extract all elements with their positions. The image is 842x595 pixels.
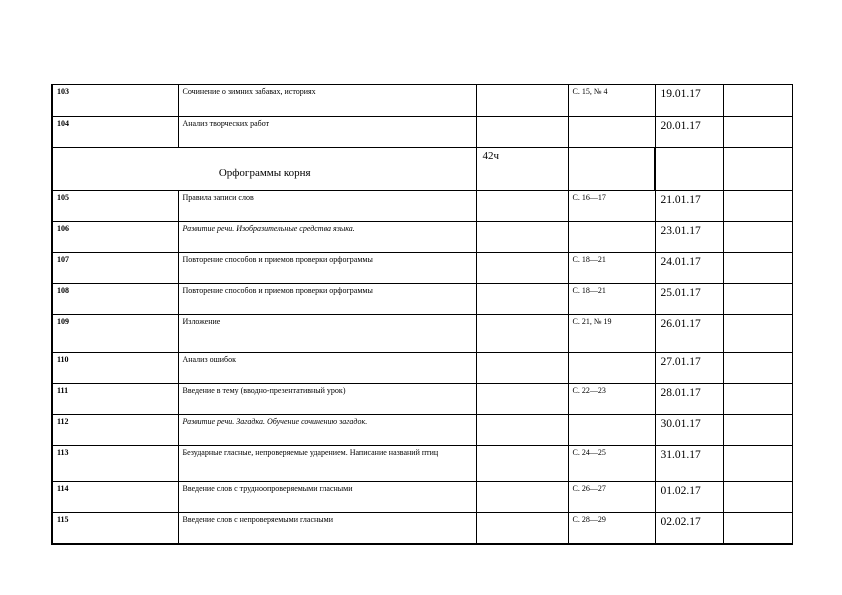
lesson-date: 21.01.17 (655, 191, 723, 222)
textbook-reference: С. 18—21 (568, 284, 655, 315)
table-row (52, 117, 792, 148)
textbook-reference (568, 222, 655, 253)
correction-cell (723, 315, 792, 353)
lesson-number: 103 (52, 85, 178, 117)
table-row (52, 353, 792, 384)
correction-cell (723, 513, 792, 544)
lesson-number: 109 (52, 315, 178, 353)
lesson-topic: Повторение способов и приемов проверки орфограммы (178, 284, 476, 315)
textbook-reference: С. 22—23 (568, 384, 655, 415)
lesson-topic: Сочинение о зимних забавах, историях (178, 85, 476, 117)
lesson-number: 105 (52, 191, 178, 222)
lesson-date: 20.01.17 (655, 117, 723, 148)
lesson-topic: Безударные гласные, непроверяемые ударением. Написание названий птиц (178, 446, 476, 482)
rows-before-section (52, 85, 792, 148)
lesson-date: 19.01.17 (655, 85, 723, 117)
section-extra-cell (723, 148, 792, 191)
textbook-reference: С. 24—25 (568, 446, 655, 482)
hours-cell (476, 482, 568, 513)
lesson-date: 23.01.17 (655, 222, 723, 253)
table-row (52, 315, 792, 353)
hours-cell (476, 513, 568, 544)
lesson-date: 30.01.17 (655, 415, 723, 446)
lesson-number: 115 (52, 513, 178, 544)
lesson-topic: Правила записи слов (178, 191, 476, 222)
hours-cell (476, 222, 568, 253)
lesson-number: 110 (52, 353, 178, 384)
lesson-number: 107 (52, 253, 178, 284)
section-ref-cell (568, 148, 655, 191)
table-row (52, 482, 792, 513)
lesson-number: 113 (52, 446, 178, 482)
lesson-topic: Развитие речи. Изобразительные средства языка. (178, 222, 476, 253)
lesson-topic: Развитие речи. Загадка. Обучение сочинению загадок. (178, 415, 476, 446)
textbook-reference: С. 28—29 (568, 513, 655, 544)
lesson-topic: Введение в тему (вводно-презентативный урок) (178, 384, 476, 415)
hours-cell (476, 415, 568, 446)
textbook-reference: С. 26—27 (568, 482, 655, 513)
hours-cell (476, 353, 568, 384)
correction-cell (723, 85, 792, 117)
lesson-date: 24.01.17 (655, 253, 723, 284)
lesson-topic: Введение слов с непроверяемыми гласными (178, 513, 476, 544)
table-row (52, 446, 792, 482)
lesson-date: 01.02.17 (655, 482, 723, 513)
correction-cell (723, 284, 792, 315)
hours-cell (476, 315, 568, 353)
hours-cell (476, 446, 568, 482)
section-header (52, 148, 792, 191)
table-row (52, 191, 792, 222)
lesson-topic: Анализ творческих работ (178, 117, 476, 148)
hours-cell (476, 284, 568, 315)
lesson-number: 106 (52, 222, 178, 253)
correction-cell (723, 482, 792, 513)
correction-cell (723, 415, 792, 446)
textbook-reference: С. 21, № 19 (568, 315, 655, 353)
correction-cell (723, 191, 792, 222)
table-row (52, 222, 792, 253)
table-row (52, 253, 792, 284)
textbook-reference (568, 415, 655, 446)
section-title: Орфограммы корня (52, 148, 476, 191)
lesson-topic: Введение слов с трудноопроверяемыми гласными (178, 482, 476, 513)
correction-cell (723, 253, 792, 284)
lesson-number: 108 (52, 284, 178, 315)
table-row (52, 85, 792, 117)
hours-cell (476, 253, 568, 284)
lesson-date: 25.01.17 (655, 284, 723, 315)
lesson-date: 02.02.17 (655, 513, 723, 544)
section-hours: 42ч (476, 148, 568, 191)
lesson-number: 114 (52, 482, 178, 513)
textbook-reference (568, 353, 655, 384)
hours-cell (476, 191, 568, 222)
lesson-topic: Анализ ошибок (178, 353, 476, 384)
textbook-reference: С. 18—21 (568, 253, 655, 284)
table-row (52, 384, 792, 415)
table-row (52, 415, 792, 446)
lesson-plan-table (51, 84, 793, 545)
lesson-date: 31.01.17 (655, 446, 723, 482)
section-date-cell (655, 148, 723, 191)
lesson-number: 111 (52, 384, 178, 415)
hours-cell (476, 85, 568, 117)
rows-after-section (52, 191, 792, 544)
textbook-reference: С. 15, № 4 (568, 85, 655, 117)
lesson-topic: Изложение (178, 315, 476, 353)
correction-cell (723, 353, 792, 384)
hours-cell (476, 117, 568, 148)
lesson-date: 26.01.17 (655, 315, 723, 353)
lesson-number: 112 (52, 415, 178, 446)
lesson-topic: Повторение способов и приемов проверки орфограммы (178, 253, 476, 284)
lesson-date: 28.01.17 (655, 384, 723, 415)
correction-cell (723, 222, 792, 253)
hours-cell (476, 384, 568, 415)
textbook-reference: С. 16—17 (568, 191, 655, 222)
correction-cell (723, 446, 792, 482)
correction-cell (723, 384, 792, 415)
table-row (52, 513, 792, 544)
lesson-number: 104 (52, 117, 178, 148)
table-row (52, 284, 792, 315)
correction-cell (723, 117, 792, 148)
textbook-reference (568, 117, 655, 148)
section-row (52, 148, 792, 191)
lesson-date: 27.01.17 (655, 353, 723, 384)
